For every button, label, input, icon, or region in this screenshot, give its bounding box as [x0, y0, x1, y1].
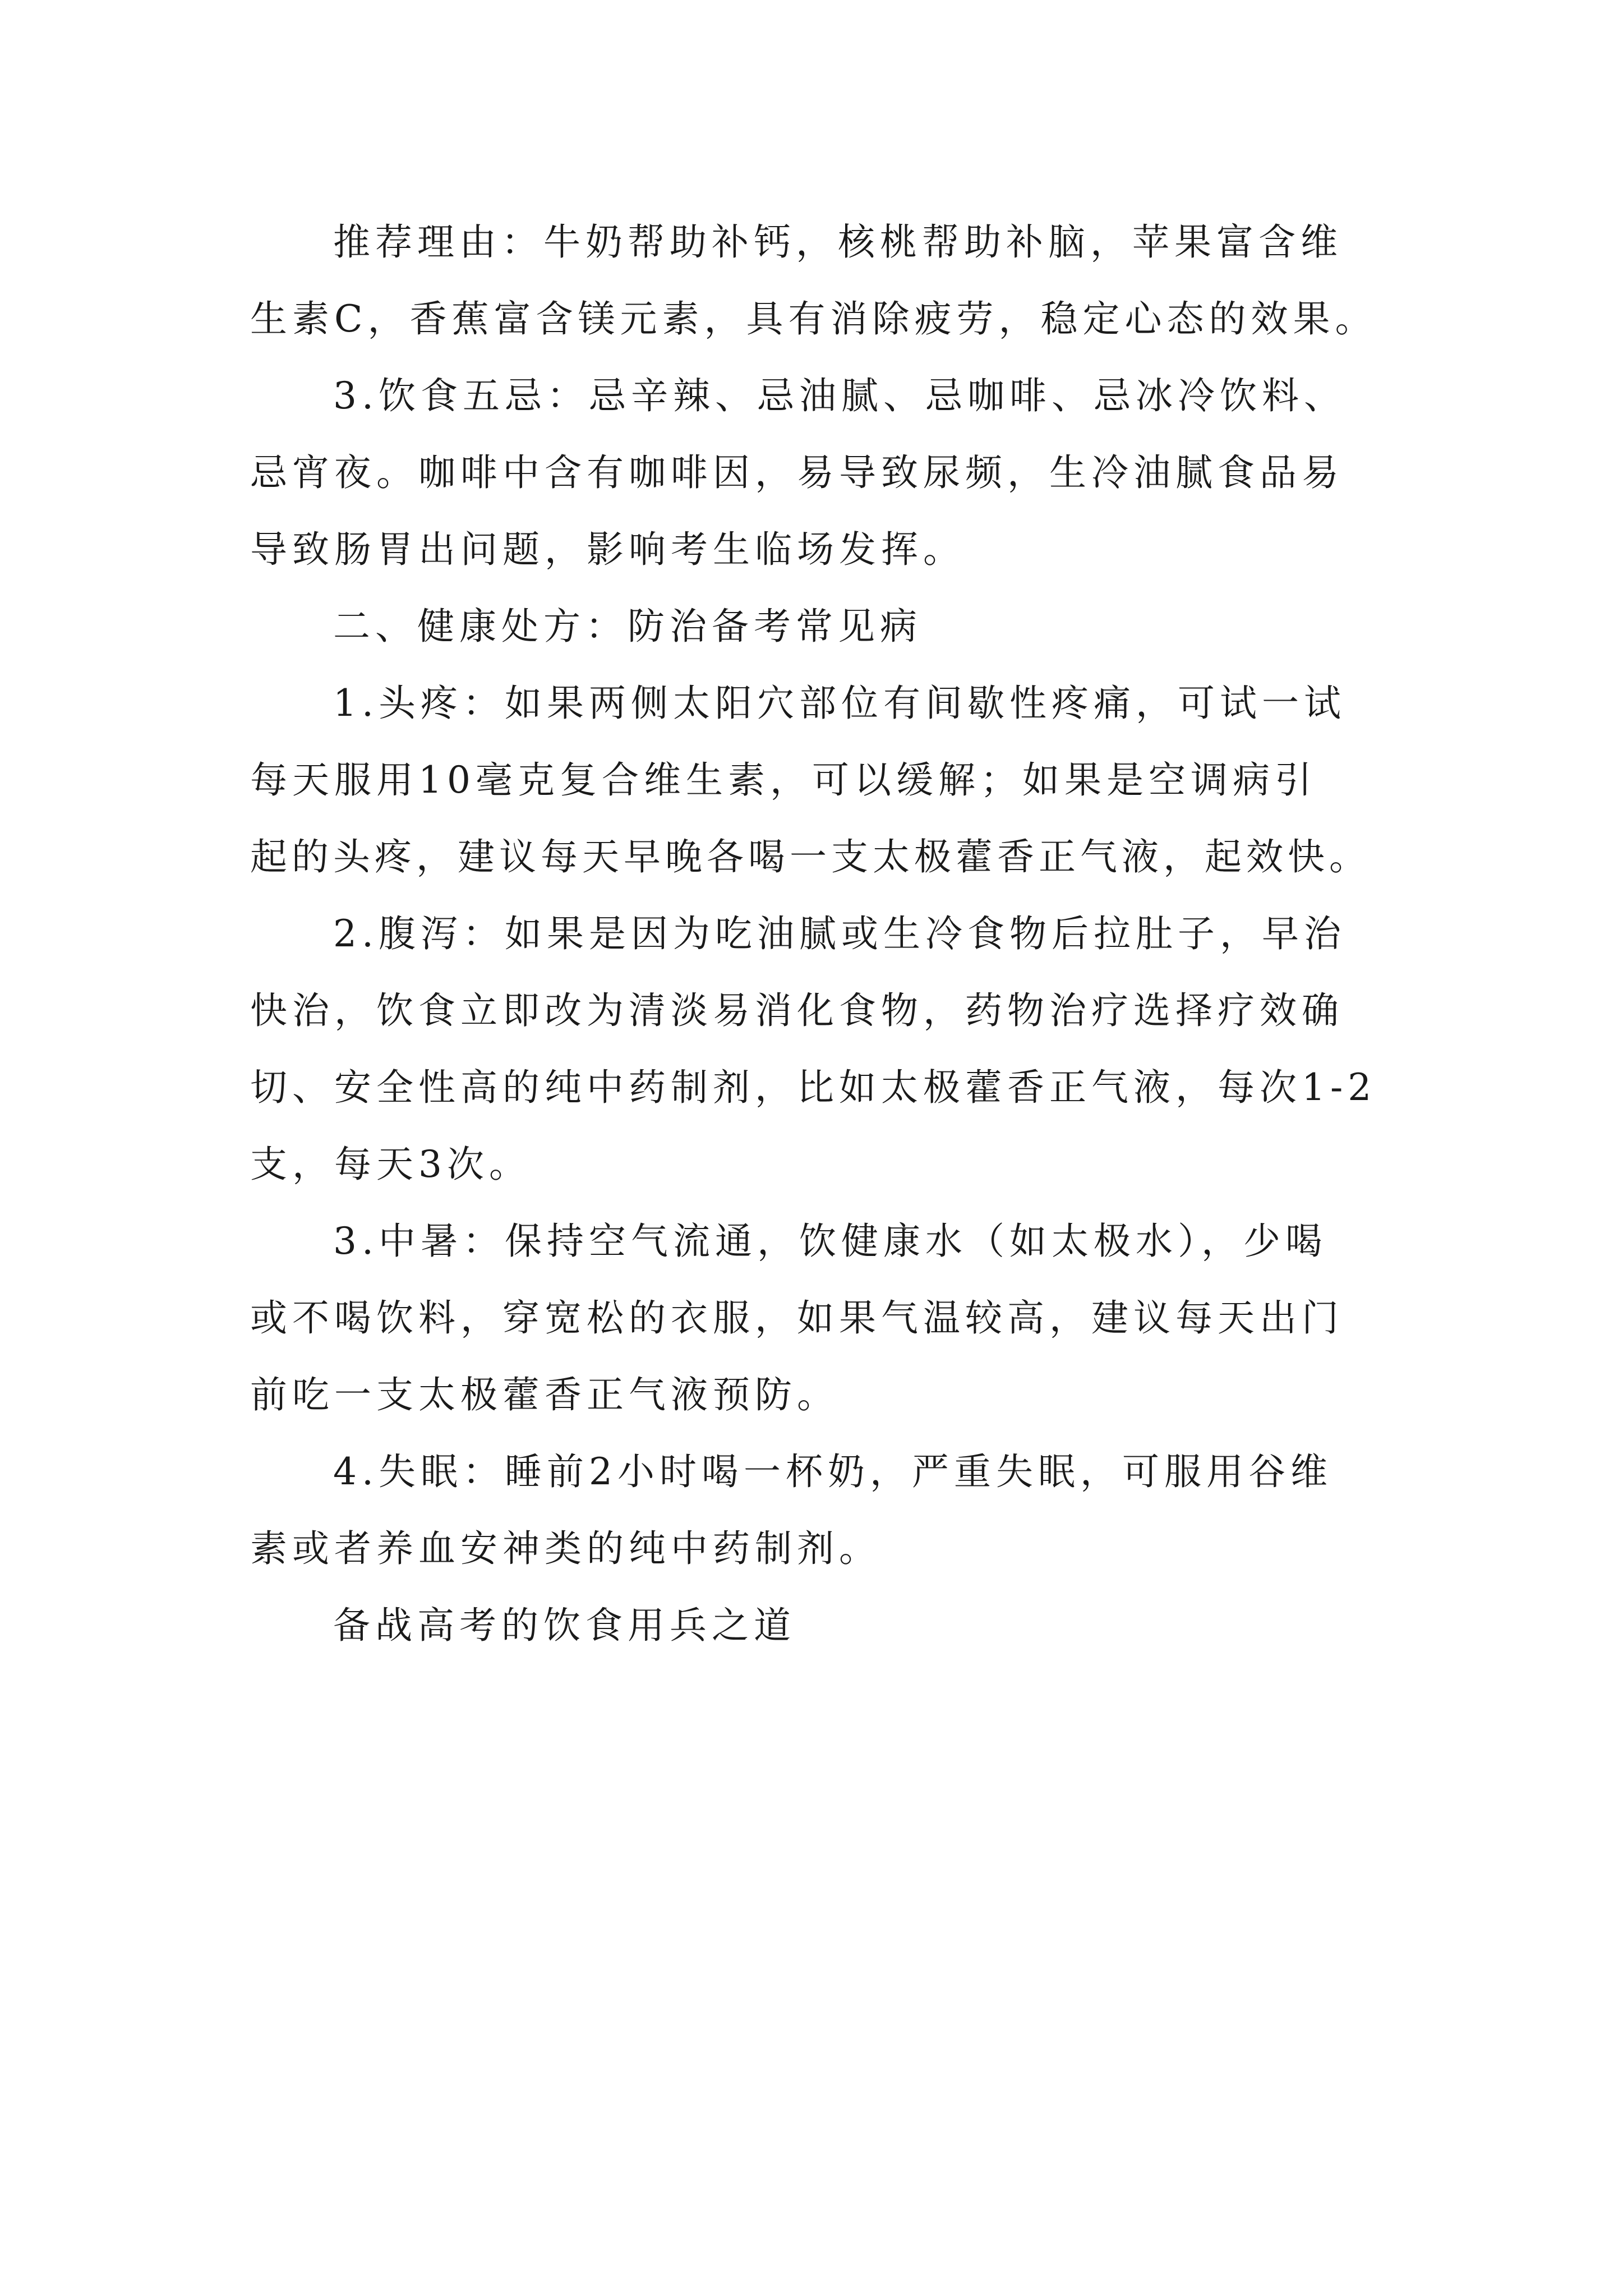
text-line: 3.中暑：保持空气流通，饮健康水（如太极水），少喝 [333, 1220, 1327, 1263]
text-line: 备战高考的饮食用兵之道 [333, 1604, 796, 1647]
text-line: 推荐理由：牛奶帮助补钙，核桃帮助补脑，苹果富含维 [333, 220, 1343, 264]
text-line: 快治，饮食立即改为清淡易消化食物，药物治疗选择疗效确 [250, 989, 1344, 1032]
section-heading: 二、健康处方：防治备考常见病 [333, 605, 922, 648]
text-line: 生素C，香蕉富含镁元素，具有消除疲劳，稳定心态的效果。 [250, 297, 1377, 341]
text-line: 1.头疼：如果两侧太阳穴部位有间歇性疼痛，可试一试 [333, 682, 1346, 725]
text-line: 3.饮食五忌：忌辛辣、忌油腻、忌咖啡、忌冰冷饮料、 [333, 374, 1346, 417]
text-line: 或不喝饮料，穿宽松的衣服，如果气温较高，建议每天出门 [250, 1296, 1344, 1340]
text-line: 4.失眠：睡前2小时喝一杯奶，严重失眠，可服用谷维 [333, 1450, 1332, 1493]
text-line: 导致肠胃出问题，影响考生临场发挥。 [250, 528, 965, 571]
text-line: 支，每天3次。 [250, 1143, 531, 1186]
text-line: 2.腹泻：如果是因为吃油腻或生冷食物后拉肚子，早治 [333, 912, 1346, 955]
text-line: 忌宵夜。咖啡中含有咖啡因，易导致尿频，生冷油腻食品易 [250, 451, 1344, 494]
text-line: 起的头疼，建议每天早晚各喝一支太极藿香正气液，起效快。 [250, 835, 1371, 878]
text-line: 每天服用10毫克复合维生素，可以缓解；如果是空调病引 [250, 758, 1317, 802]
text-line: 切、安全性高的纯中药制剂，比如太极藿香正气液，每次1-2 [250, 1066, 1377, 1109]
text-line: 素或者养血安神类的纯中药制剂。 [250, 1527, 881, 1570]
text-line: 前吃一支太极藿香正气液预防。 [250, 1373, 839, 1416]
